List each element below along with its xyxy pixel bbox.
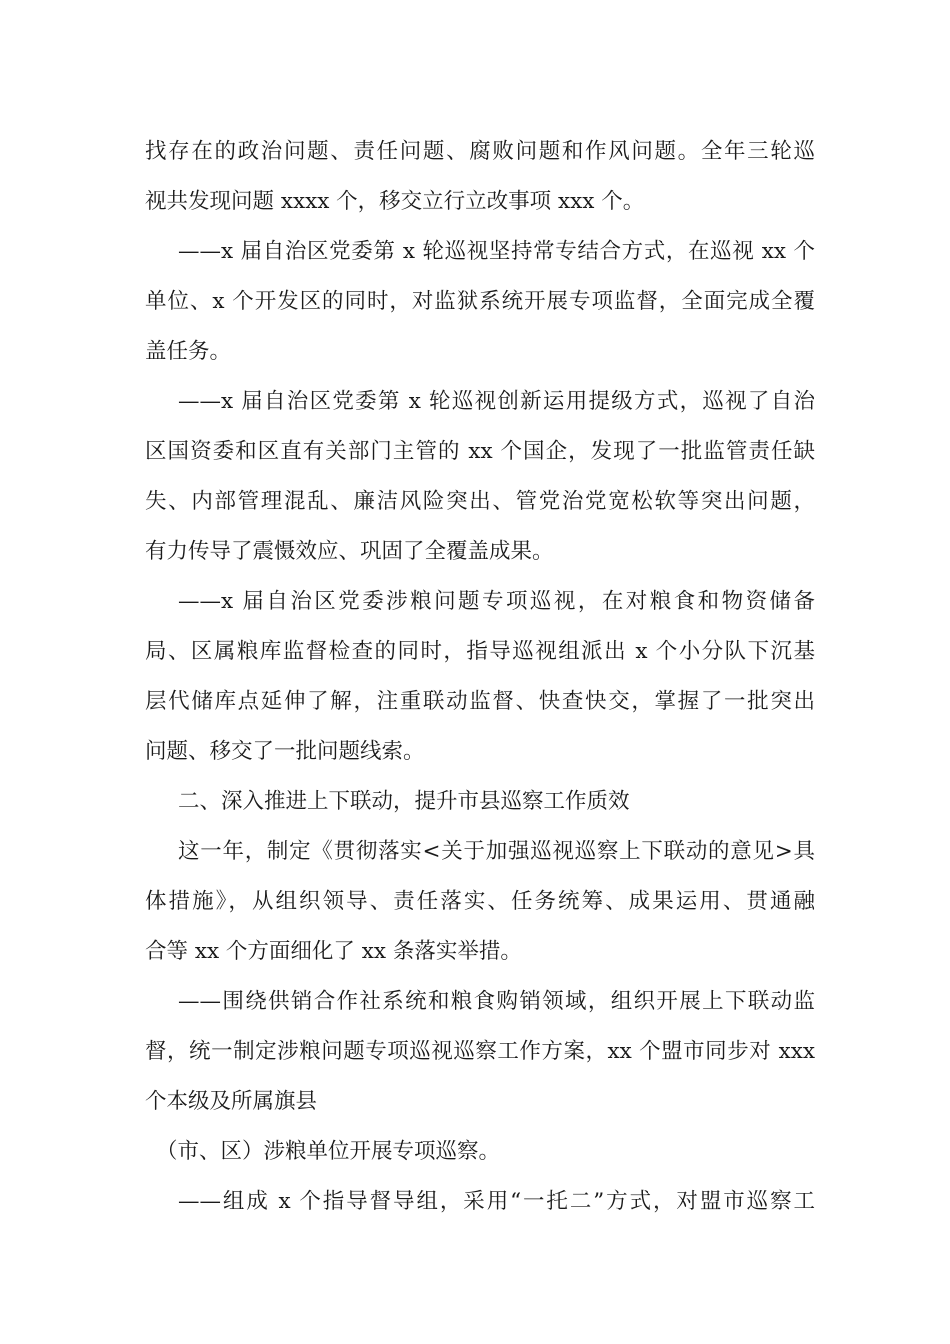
paragraph-line: ——x 届自治区党委第 x 轮巡视坚持常专结合方式，在巡视 xx 个 bbox=[178, 239, 815, 264]
paragraph-line: ——x 届自治区党委涉粮问题专项巡视，在对粮食和物资储备 bbox=[178, 589, 815, 614]
paragraph-line: 督，统一制定涉粮问题专项巡视巡察工作方案，xx 个盟市同步对 xxx bbox=[145, 1039, 815, 1064]
paragraph-line: 单位、x 个开发区的同时，对监狱系统开展专项监督，全面完成全覆 bbox=[145, 289, 815, 314]
paragraph-line: 局、区属粮库监督检查的同时，指导巡视组派出 x 个小分队下沉基 bbox=[145, 639, 815, 664]
paragraph-line: 有力传导了震慑效应、巩固了全覆盖成果。 bbox=[145, 539, 554, 564]
paragraph-line: 盖任务。 bbox=[145, 339, 232, 364]
paragraph-line: 这一年，制定《贯彻落实<关于加强巡视巡察上下联动的意见>具 bbox=[178, 839, 815, 864]
paragraph-line: 找存在的政治问题、责任问题、腐败问题和作风问题。全年三轮巡 bbox=[145, 139, 815, 164]
paragraph-line: 区国资委和区直有关部门主管的 xx 个国企，发现了一批监管责任缺 bbox=[145, 439, 815, 464]
paragraph-line: ——x 届自治区党委第 x 轮巡视创新运用提级方式，巡视了自治 bbox=[178, 389, 815, 414]
paragraph-line: ——围绕供销合作社系统和粮食购销领域，组织开展上下联动监 bbox=[178, 989, 815, 1014]
paragraph-line: （市、区）涉粮单位开展专项巡察。 bbox=[156, 1139, 501, 1164]
section-heading: 二、深入推进上下联动，提升市县巡察工作质效 bbox=[178, 789, 630, 814]
paragraph-line: 合等 xx 个方面细化了 xx 条落实举措。 bbox=[145, 939, 522, 964]
paragraph-line: 个本级及所属旗县 bbox=[145, 1089, 318, 1114]
paragraph-line: ——组成 x 个指导督导组，采用“一托二”方式，对盟市巡察工 bbox=[178, 1189, 815, 1214]
paragraph-line: 视共发现问题 xxxx 个，移交立行立改事项 xxx 个。 bbox=[145, 189, 645, 214]
paragraph-line: 失、内部管理混乱、廉洁风险突出、管党治党宽松软等突出问题， bbox=[145, 489, 815, 514]
paragraph-line: 问题、移交了一批问题线索。 bbox=[145, 739, 425, 764]
paragraph-line: 层代储库点延伸了解，注重联动监督、快查快交，掌握了一批突出 bbox=[145, 689, 815, 714]
paragraph-line: 体措施》，从组织领导、责任落实、任务统筹、成果运用、贯通融 bbox=[145, 889, 815, 914]
